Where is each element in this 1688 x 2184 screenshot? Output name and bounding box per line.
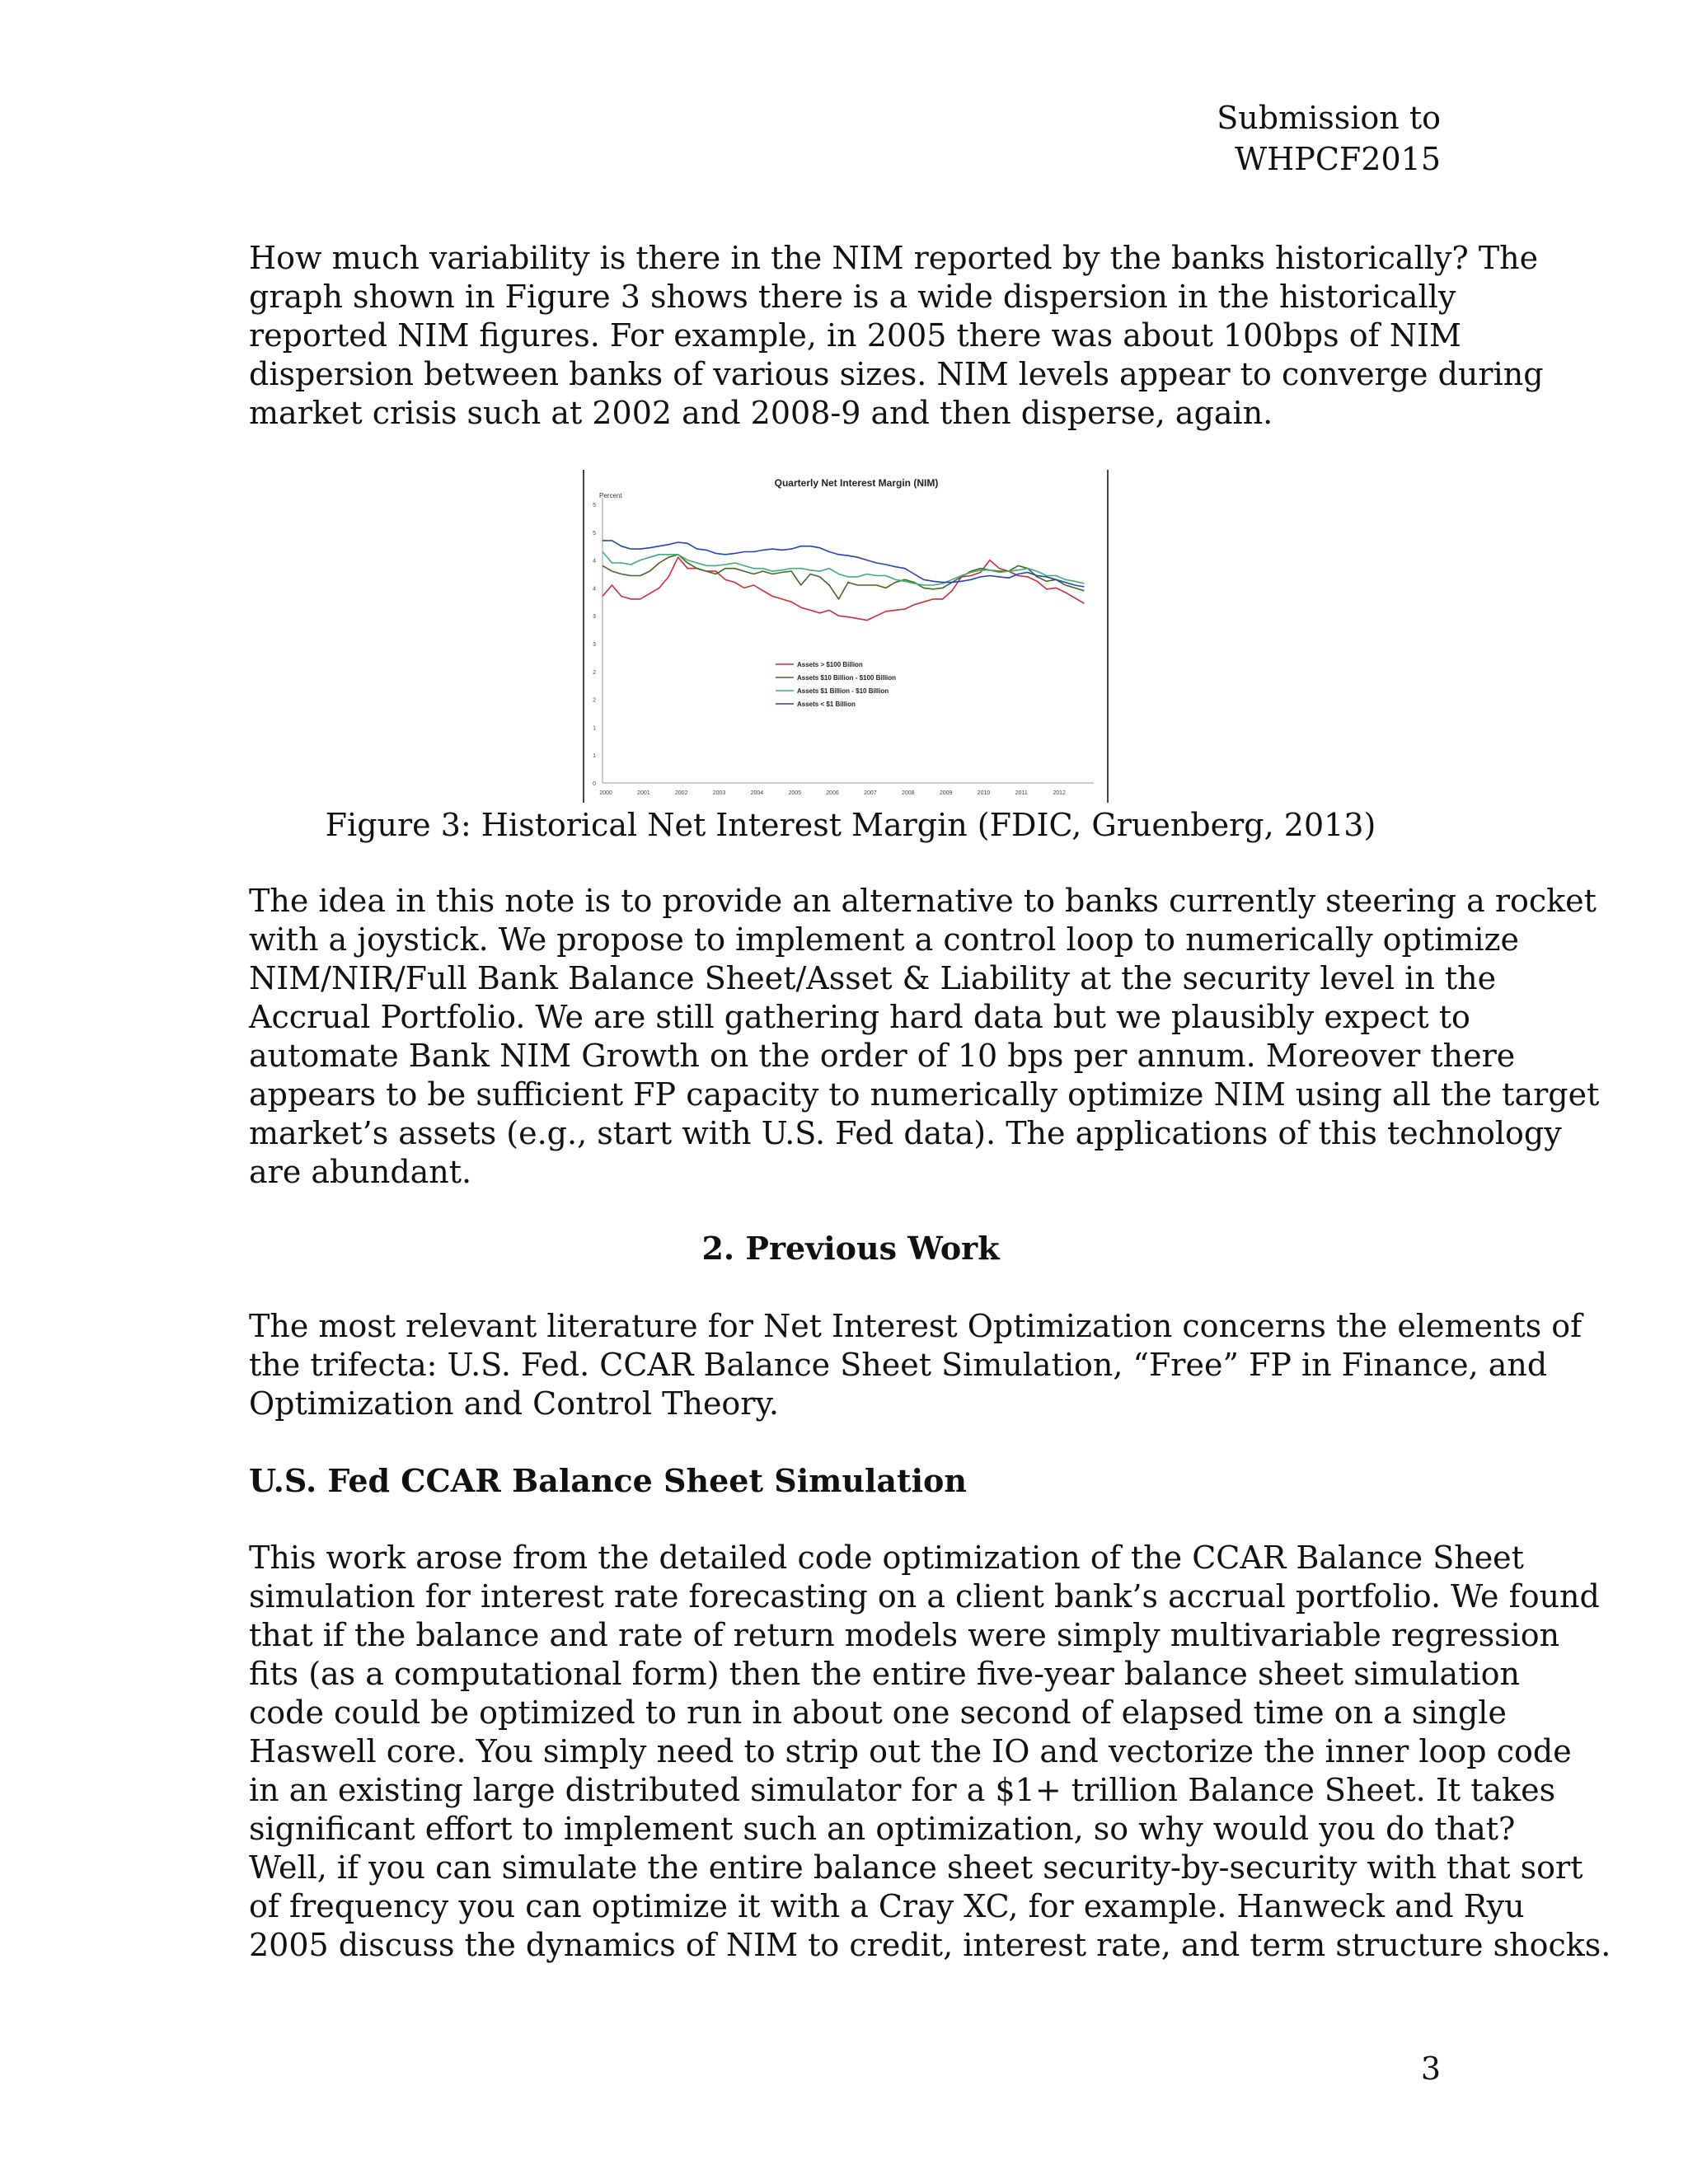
chart-title: Quarterly Net Interest Margin (NIM): [774, 477, 939, 489]
y-tick-label: 0: [593, 781, 596, 787]
paragraph-line: with a joystick. We propose to implement a control loop to numerically optimize: [249, 921, 1520, 958]
paragraph-line: automate Bank NIM Growth on the order of 10 bps per annum. Moreover there: [249, 1038, 1516, 1074]
legend-label: Assets < $1 Billion: [797, 701, 856, 708]
paragraph-line: Accrual Portfolio. We are still gathering hard data but we plausibly expect to: [249, 999, 1470, 1035]
paragraph-line: in an existing large distributed simulator for a $1+ trillion Balance Sheet. It takes: [249, 1772, 1556, 1808]
x-tick-label: 2008: [901, 790, 915, 796]
paragraph-line: that if the balance and rate of return models were simply multivariable regression: [249, 1617, 1560, 1653]
paragraph-line: Well, if you can simulate the entire balance sheet security-by-security with that sort: [249, 1849, 1583, 1886]
y-tick-label: 3: [593, 642, 596, 648]
running-header: Submission to WHPCF2015: [1217, 100, 1441, 177]
x-tick-label: 2010: [977, 790, 991, 796]
paragraph-line: Optimization and Control Theory.: [249, 1385, 779, 1422]
y-axis-label: Percent: [599, 492, 622, 499]
x-tick-label: 2003: [712, 790, 726, 796]
paragraph-line: graph shown in Figure 3 shows there is a wide dispersion in the historically: [249, 279, 1456, 315]
paragraph-line: NIM/NIR/Full Bank Balance Sheet/Asset & Liability at the security level in the: [249, 960, 1497, 996]
page-number: 3: [1420, 2050, 1441, 2087]
paragraph-line: simulation for interest rate forecasting on a client bank’s accrual portfolio. We found: [249, 1578, 1600, 1615]
y-tick-label: 5: [593, 530, 596, 537]
x-tick-label: 2001: [637, 790, 650, 796]
legend-label: Assets $10 Billion - $100 Billion: [797, 674, 897, 682]
paragraph-line: of frequency you can optimize it with a Cray XC, for example. Hanweck and Ryu: [249, 1888, 1525, 1924]
series-line: [603, 557, 1085, 620]
x-tick-label: 2009: [939, 790, 953, 796]
paragraph-line: appears to be sufficient FP capacity to numerically optimize NIM using all the target: [249, 1076, 1600, 1113]
nim-chart-figure: [583, 470, 1109, 803]
x-tick-label: 2004: [750, 790, 764, 796]
y-tick-label: 4: [593, 558, 596, 565]
x-tick-label: 2012: [1053, 790, 1066, 796]
x-tick-label: 2000: [599, 790, 612, 796]
section-heading: 2. Previous Work: [701, 1230, 1000, 1267]
legend-label: Assets $1 Billion - $10 Billion: [797, 687, 889, 695]
paragraph-line: Haswell core. You simply need to strip out the IO and vectorize the inner loop code: [249, 1733, 1572, 1769]
series-line: [603, 552, 1085, 586]
x-tick-label: 2006: [826, 790, 839, 796]
paragraph-line: significant effort to implement such an optimization, so why would you do that?: [249, 1811, 1516, 1847]
subsection-heading: U.S. Fed CCAR Balance Sheet Simulation: [249, 1462, 967, 1499]
x-tick-label: 2005: [788, 790, 802, 796]
paragraph-line: This work arose from the detailed code optimization of the CCAR Balance Sheet: [249, 1540, 1524, 1576]
figure-caption: Figure 3: Historical Net Interest Margin (FDIC, Gruenberg, 2013): [325, 807, 1376, 843]
y-tick-label: 1: [593, 753, 596, 760]
y-tick-label: 2: [593, 697, 596, 704]
paragraph-line: market’s assets (e.g., start with U.S. Fed data). The applications of this technology: [249, 1115, 1562, 1151]
x-tick-label: 2011: [1015, 790, 1028, 796]
y-tick-label: 1: [593, 725, 596, 732]
paragraph-line: The idea in this note is to provide an alternative to banks currently steering a rocket: [249, 883, 1597, 919]
y-tick-label: 4: [593, 586, 596, 593]
y-tick-label: 2: [593, 669, 596, 676]
paragraph-line: reported NIM figures. For example, in 2005 there was about 100bps of NIM: [249, 317, 1461, 354]
paragraph-line: are abundant.: [249, 1154, 472, 1190]
paragraph-line: 2005 discuss the dynamics of NIM to credit, interest rate, and term structure shocks.: [249, 1927, 1611, 1963]
nim-line-chart: [584, 470, 1107, 803]
paragraph-line: market crisis such at 2002 and 2008-9 and then disperse, again.: [249, 395, 1273, 431]
paragraph-line: How much variability is there in the NIM reported by the banks historically? The: [249, 240, 1539, 276]
x-tick-label: 2002: [674, 790, 688, 796]
y-tick-label: 3: [593, 614, 596, 621]
paragraph-line: The most relevant literature for Net Interest Optimization concerns the elements of: [249, 1308, 1582, 1344]
paragraph-line: fits (as a computational form) then the entire five-year balance sheet simulation: [249, 1656, 1520, 1692]
x-tick-label: 2007: [864, 790, 877, 796]
paragraph-line: the trifecta: U.S. Fed. CCAR Balance Sheet Simulation, “Free” FP in Finance, and: [249, 1347, 1548, 1383]
y-tick-label: 5: [593, 503, 596, 509]
literature-paragraph: [249, 1307, 1582, 1423]
legend-label: Assets > $100 Billion: [797, 661, 863, 668]
intro-paragraph: [249, 239, 1544, 433]
idea-paragraph: [249, 882, 1600, 1192]
ccar-paragraph: [249, 1539, 1611, 1965]
paragraph-line: dispersion between banks of various sizes. NIM levels appear to converge during: [249, 356, 1544, 392]
paragraph-line: code could be optimized to run in about one second of elapsed time on a single: [249, 1694, 1507, 1731]
